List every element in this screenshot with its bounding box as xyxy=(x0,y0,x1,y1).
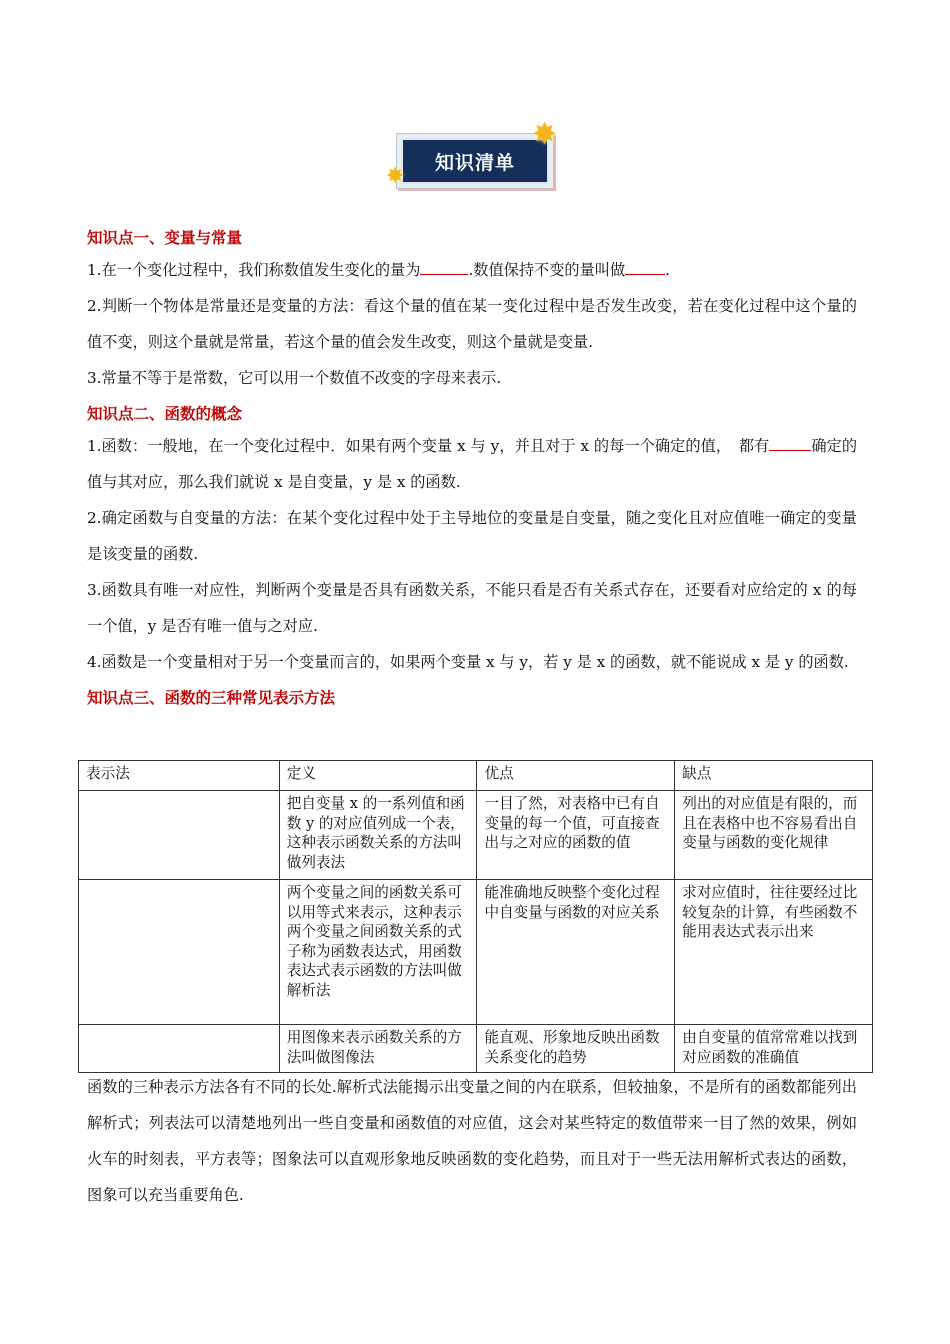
fill-blank xyxy=(769,435,811,451)
table-cell xyxy=(79,1025,280,1073)
text: 1.在一个变化过程中，我们称数值发生变化的量为 xyxy=(87,261,421,279)
summary-paragraph: 函数的三种表示方法各有不同的长处.解析式法能揭示出变量之间的内在联系，但较抽象，不是所有的函数都能列出解析式；列表法可以清楚地列出一些自变量和函数值的对应值，这会对某些特定的数值带来一目了然的效果，例如火车的时刻表，平方表等；图象法可以直观形象地反映函数的变化趋势，而且对于一些无法用解析式表达的函数，图象可以充当重要角色. xyxy=(87,1078,857,1204)
table-cell: 求对应值时，往往要经过比较复杂的计算，有些函数不能用表达式表示出来 xyxy=(675,880,873,1025)
paragraph: 4.函数是一个变量相对于另一个变量而言的，如果两个变量 x 与 y，若 y 是 x 的函数，就不能说成 x 是 y 的函数. xyxy=(87,653,849,671)
table-header: 缺点 xyxy=(675,761,873,791)
table-cell: 能直观、形象地反映出函数关系变化的趋势 xyxy=(477,1025,675,1073)
table-cell: 两个变量之间的函数关系可以用等式来表示，这种表示两个变量之间函数关系的式子称为函数表达式，用函数表达式表示函数的方法叫做解析法 xyxy=(279,880,477,1025)
table-header: 定义 xyxy=(279,761,477,791)
knowledge-content xyxy=(87,224,857,712)
text: 确定的值与其对应，那么我们就说 x 是自变量，y 是 x 的函数. xyxy=(87,437,858,491)
banner-title: 知识清单 xyxy=(434,151,515,174)
paragraph xyxy=(87,252,857,288)
text: . xyxy=(665,261,670,279)
text: .数值保持不变的量叫做 xyxy=(468,261,626,279)
table-header: 表示法 xyxy=(79,761,280,791)
paragraph: 3.函数具有唯一对应性，判断两个变量是否具有函数关系，不能只看是否有关系式存在，还要看对应给定的 x 的每一个值，y 是否有唯一值与之对应. xyxy=(87,581,857,635)
fill-blank xyxy=(420,259,468,275)
paragraph: 3.常量不等于是常数，它可以用一个数值不改变的字母来表示. xyxy=(87,369,502,387)
paragraph: 2.判断一个物体是常量还是变量的方法：看这个量的值在某一变化过程中是否发生改变，若在变化过程中这个量的值不变，则这个量就是常量，若这个量的值会发生改变，则这个量就是变量. xyxy=(87,297,857,351)
representation-methods-table xyxy=(78,760,873,1073)
table-cell: 一目了然，对表格中已有自变量的每一个值，可直接查出与之对应的函数的值 xyxy=(477,791,675,880)
star-icon: ✸ xyxy=(532,117,558,152)
knowledge-list-banner xyxy=(396,133,554,189)
fill-blank xyxy=(625,259,665,275)
table-cell xyxy=(79,791,280,880)
table-row xyxy=(79,791,873,880)
table-cell: 把自变量 x 的一系列值和函数 y 的对应值列成一个表，这种表示函数关系的方法叫做列表法 xyxy=(279,791,477,880)
section-heading: 知识点三、函数的三种常见表示方法 xyxy=(87,689,336,707)
table-cell xyxy=(79,880,280,1025)
table-cell: 列出的对应值是有限的，而且在表格中也不容易看出自变量与函数的变化规律 xyxy=(675,791,873,880)
table-cell: 用图像来表示函数关系的方法叫做图像法 xyxy=(279,1025,477,1073)
table-row xyxy=(79,880,873,1025)
text: 1.函数：一般地，在一个变化过程中．如果有两个变量 x 与 y，并且对于 x 的每一个确定的值， 都有 xyxy=(87,437,770,455)
table-header-row xyxy=(79,761,873,791)
section-heading: 知识点二、函数的概念 xyxy=(87,405,243,423)
star-icon: ✸ xyxy=(386,164,405,189)
section-heading: 知识点一、变量与常量 xyxy=(87,229,243,247)
banner-panel xyxy=(401,138,549,184)
paragraph: 2.确定函数与自变量的方法：在某个变化过程中处于主导地位的变量是自变量，随之变化且对应值唯一确定的变量是该变量的函数. xyxy=(87,509,857,563)
summary-block xyxy=(87,1069,857,1213)
table-cell: 由自变量的值常常难以找到对应函数的准确值 xyxy=(675,1025,873,1073)
table-row xyxy=(79,1025,873,1073)
table-header: 优点 xyxy=(477,761,675,791)
paragraph xyxy=(87,428,857,500)
table-cell: 能准确地反映整个变化过程中自变量与函数的对应关系 xyxy=(477,880,675,1025)
